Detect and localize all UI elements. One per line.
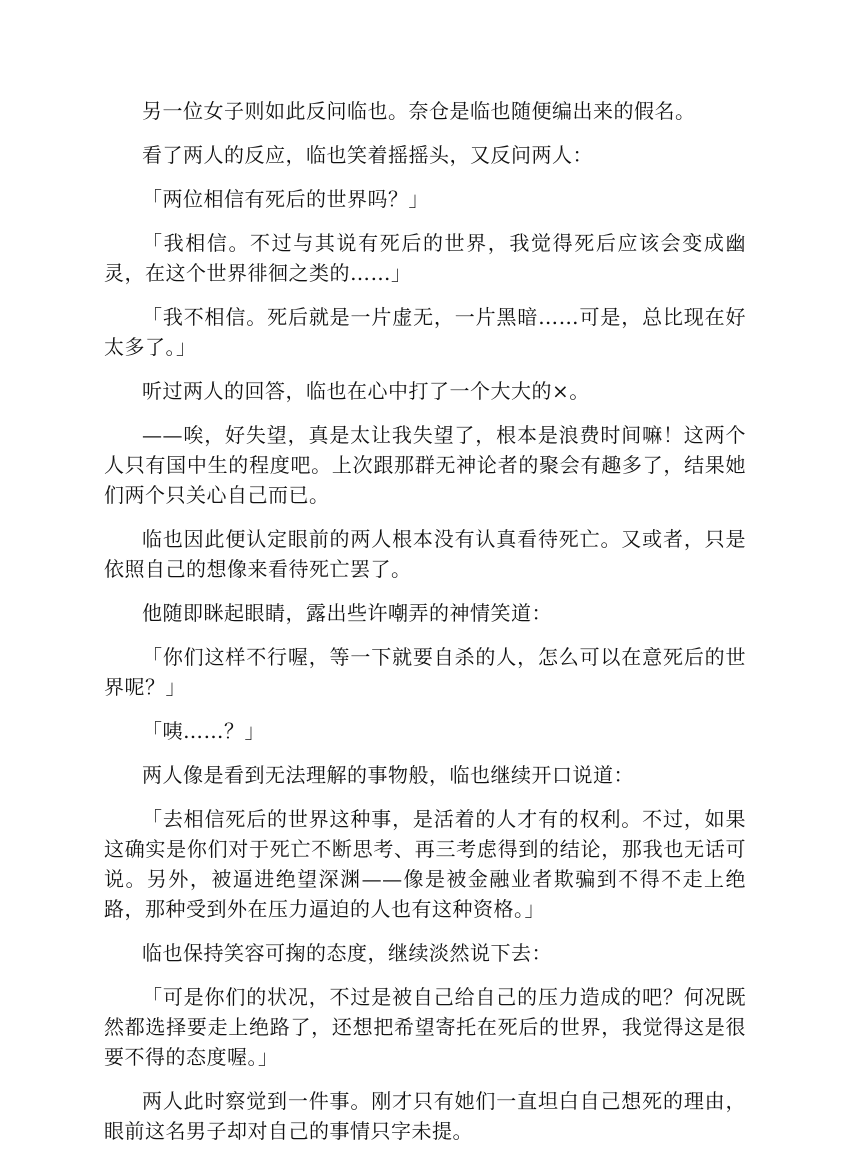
paragraph: 他随即眯起眼睛，露出些许嘲弄的神情笑道： — [142, 601, 552, 625]
paragraph: 听过两人的回答，临也在心中打了一个大大的×。 — [142, 379, 590, 403]
paragraph: 另一位女子则如此反问临也。奈仓是临也随便编出来的假名。 — [142, 99, 696, 123]
paragraph: 临也因此便认定眼前的两人根本没有认真看待死亡。又或者，只是依照自己的想像来看待死亡罢了。 — [104, 527, 746, 581]
paragraph: 「两位相信有死后的世界吗？」 — [142, 187, 429, 211]
paragraph: 临也保持笑容可掬的态度，继续淡然说下去： — [142, 941, 552, 965]
paragraph: 「我相信。不过与其说有死后的世界，我觉得死后应该会变成幽灵，在这个世界徘徊之类的……」 — [104, 231, 746, 285]
paragraph: 「我不相信。死后就是一片虚无，一片黑暗……可是，总比现在好太多了。」 — [104, 305, 746, 359]
paragraph: ——唉，好失望，真是太让我失望了，根本是浪费时间嘛！这两个人只有国中生的程度吧。上次跟那群无神论者的聚会有趣多了，结果她们两个只关心自己而已。 — [104, 423, 746, 507]
paragraph: 「可是你们的状况，不过是被自己给自己的压力造成的吧？何况既然都选择要走上绝路了，还想把希望寄托在死后的世界，我觉得这是很要不得的态度喔。」 — [104, 985, 746, 1069]
paragraph: 两人像是看到无法理解的事物般，临也继续开口说道： — [142, 763, 634, 787]
paragraph: 看了两人的反应，临也笑着摇摇头，又反问两人： — [142, 143, 593, 167]
paragraph: 「去相信死后的世界这种事，是活着的人才有的权利。不过，如果这确实是你们对于死亡不断思考、再三考虑得到的结论，那我也无话可说。另外，被逼进绝望深渊——像是被金融业者欺骗到不得不走上绝路，那种受到外在压力逼迫的人也有这种资格。」 — [104, 807, 746, 921]
paragraph: 两人此时察觉到一件事。刚才只有她们一直坦白自己想死的理由，眼前这名男子却对自己的事情只字未提。 — [104, 1089, 746, 1143]
body-text — [104, 96, 746, 1160]
paragraph: 「咦……？」 — [142, 719, 265, 743]
paragraph: 「你们这样不行喔，等一下就要自杀的人，怎么可以在意死后的世界呢？」 — [104, 645, 746, 699]
